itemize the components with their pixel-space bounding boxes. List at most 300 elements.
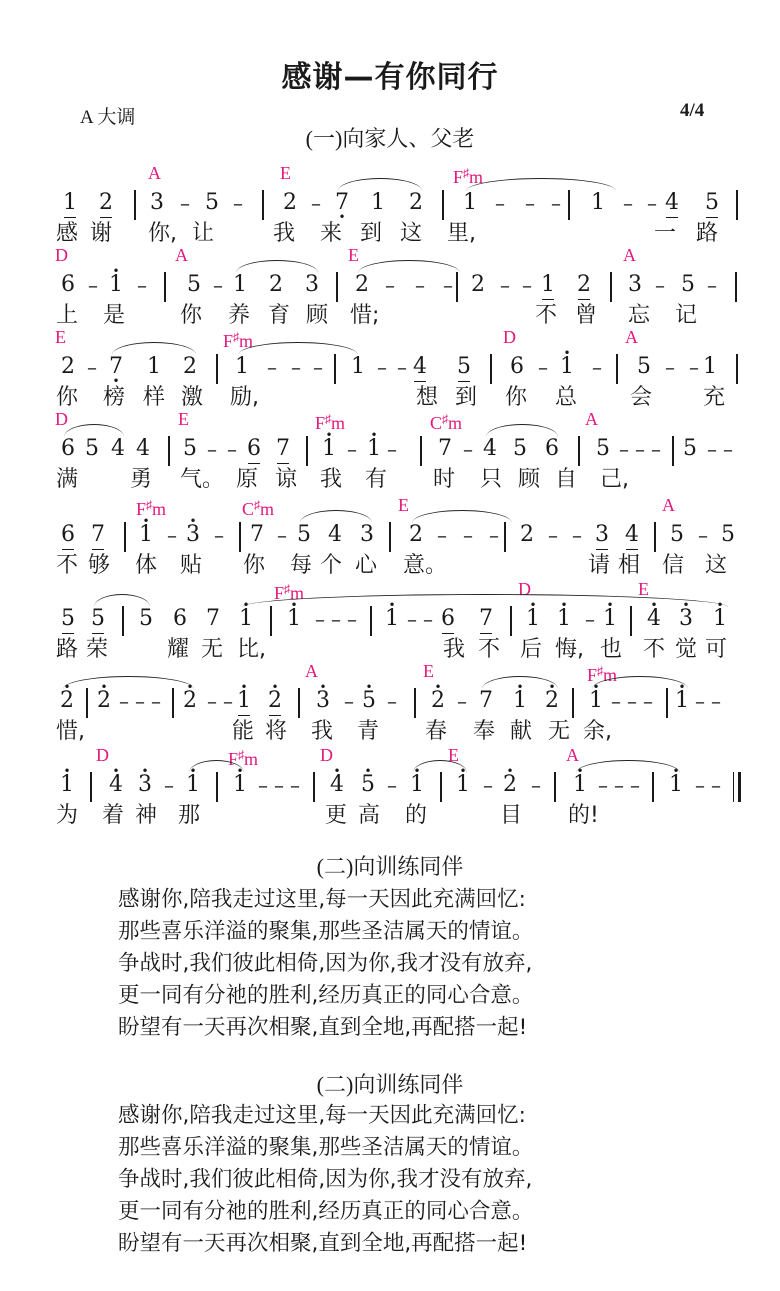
note: • 7 [334, 188, 350, 218]
note: • 1 [674, 686, 690, 716]
verse-line: 争战时,我们彼此相倚,因为你,我才没有放弃, [118, 951, 533, 976]
note: 1 [371, 190, 385, 215]
chord-symbol: D [55, 245, 68, 265]
note: • 1 [384, 604, 400, 634]
lyric-syllable: 余, [583, 719, 612, 744]
note: 4 [664, 188, 680, 218]
lyric-syllable: 觉 [675, 637, 698, 662]
lyric-syllable: 可 [705, 637, 728, 662]
lyric-syllable: 耀 [167, 637, 190, 662]
lyric-syllable: 的! [568, 803, 599, 828]
lyric-syllable: 惜; [350, 303, 380, 328]
note-extension-dash: – [548, 523, 558, 547]
barline [336, 272, 338, 302]
note: • 5 [360, 770, 376, 800]
lyric-syllable: 路 [56, 637, 79, 662]
barline [262, 190, 264, 220]
lyric-syllable: 目 [500, 803, 523, 828]
chord-symbol: D [55, 409, 68, 429]
lyric-syllable: 原 [236, 467, 259, 492]
note: • 1 [59, 770, 75, 800]
note: 3 [594, 520, 610, 550]
chord-symbol: A [148, 163, 161, 183]
notes-row [0, 270, 780, 302]
note-extension-dash: – [407, 607, 417, 631]
note: • 1 [232, 770, 248, 800]
note: 2 [98, 188, 114, 218]
lyric-syllable: 有 [365, 467, 388, 492]
barline [420, 436, 422, 466]
note: • 1 [512, 686, 528, 716]
lyric-syllable: 更 [325, 803, 348, 828]
note: 2 [471, 272, 485, 297]
barline [510, 606, 512, 636]
note-extension-dash: – [630, 773, 640, 797]
lyric-syllable: 育 [268, 303, 291, 328]
note: • 1 [525, 604, 541, 634]
final-barline [733, 772, 741, 802]
score-system [0, 578, 780, 662]
note: • 5 [361, 686, 377, 716]
lyric-syllable: 谅 [275, 467, 298, 492]
note: 5 [704, 188, 720, 218]
chord-symbol: D [320, 745, 333, 765]
barline [389, 522, 391, 552]
note-extension-dash: – [651, 437, 661, 461]
score-system [0, 244, 780, 328]
note-extension-dash: – [531, 773, 541, 797]
barline [616, 354, 618, 384]
chord-symbol: C♯m [242, 498, 275, 519]
note: 5 [297, 522, 311, 547]
note-extension-dash: – [164, 773, 174, 797]
note-extension-dash: – [87, 355, 97, 379]
lyric-syllable: 你 [505, 385, 528, 410]
note: • 4 [646, 604, 662, 634]
note-extension-dash: – [135, 689, 145, 713]
notes-row [0, 520, 780, 552]
note-extension-dash: – [463, 523, 473, 547]
note-extension-dash: – [443, 273, 453, 297]
barline [239, 522, 241, 552]
note: • 1 [286, 604, 302, 634]
note: 6 [440, 604, 456, 634]
score-system [0, 494, 780, 578]
chord-symbol: D [503, 327, 516, 347]
note: • 1 [138, 520, 154, 550]
note-extension-dash: – [290, 773, 300, 797]
lyric-syllable: 激 [181, 385, 204, 410]
note: 1 [463, 190, 477, 215]
note: 5 [90, 604, 106, 634]
lyric-syllable: 时 [433, 467, 456, 492]
lyric-syllable: 着 [102, 803, 125, 828]
note-extension-dash: – [655, 273, 665, 297]
barline [490, 354, 492, 384]
note: • 1 [409, 770, 425, 800]
note: 2 [576, 270, 592, 300]
lyric-syllable: 我 [443, 637, 466, 662]
note: • 1 [321, 434, 337, 464]
barline [736, 354, 738, 384]
note: • 1 [712, 604, 728, 634]
note-extension-dash: – [415, 273, 425, 297]
lyric-syllable: 谢 [90, 221, 113, 246]
chord-symbol: A [305, 661, 318, 681]
verse-3-lines [118, 1100, 678, 1260]
lyric-syllable: 无 [201, 637, 224, 662]
note-extension-dash: – [313, 355, 323, 379]
note: • 1 [588, 686, 604, 716]
lyric-syllable: 曾 [575, 303, 598, 328]
note-extension-dash: – [137, 273, 147, 297]
note: 5 [513, 436, 527, 461]
lyric-syllable: 为 [56, 803, 79, 828]
note: 5 [60, 604, 76, 634]
lyric-syllable: 不 [535, 303, 558, 328]
lyric-syllable: 满 [56, 467, 79, 492]
barline [654, 522, 656, 552]
barline [313, 772, 315, 802]
chord-symbol: E [423, 661, 434, 681]
note: • 1 [668, 770, 684, 800]
score-system [0, 408, 780, 492]
note-extension-dash: – [119, 689, 129, 713]
note-extension-dash: – [495, 191, 505, 215]
lyric-syllable: 气。 [180, 467, 225, 492]
note-extension-dash: – [723, 437, 733, 461]
barline [334, 354, 336, 384]
note-extension-dash: – [387, 773, 397, 797]
note-extension-dash: – [151, 689, 161, 713]
lyric-syllable: 信 [662, 553, 685, 578]
lyric-syllable: 心 [355, 553, 378, 578]
barline [172, 688, 174, 718]
note-extension-dash: – [331, 607, 341, 631]
verse-line: 那些喜乐洋溢的聚集,那些圣洁属天的情谊。 [118, 919, 534, 944]
chord-symbol: A [566, 745, 579, 765]
verse-line: 更一同有分祂的胜利,经历真正的同心合意。 [118, 983, 534, 1008]
note-extension-dash: – [277, 523, 287, 547]
note: 7 [438, 436, 452, 461]
note-extension-dash: – [643, 689, 653, 713]
notes-row [0, 434, 780, 466]
lyric-syllable: 来 [320, 221, 343, 246]
lyric-syllable: 路 [696, 221, 719, 246]
chord-symbol: E [55, 327, 66, 347]
barline [298, 688, 300, 718]
note: 6 [61, 436, 75, 461]
note: • 1 [556, 604, 572, 634]
verse-line: 那些喜乐洋溢的聚集,那些圣洁属天的情谊。 [118, 1135, 534, 1160]
lyric-syllable: 每 [290, 553, 313, 578]
lyric-syllable: 我 [311, 719, 334, 744]
note: 5 [205, 190, 219, 215]
lyric-syllable: 比, [237, 637, 266, 662]
note-extension-dash: – [423, 607, 433, 631]
note-extension-dash: – [315, 607, 325, 631]
note: 6 [173, 606, 187, 631]
lyric-syllable: 会 [630, 385, 653, 410]
note: 3 [305, 272, 319, 297]
verse-line: 感谢你,陪我走过这里,每一天因此充满回忆: [118, 887, 526, 912]
note-extension-dash: – [347, 437, 357, 461]
note-extension-dash: – [619, 437, 629, 461]
note-extension-dash: – [223, 689, 233, 713]
barline [572, 688, 574, 718]
note-extension-dash: – [347, 607, 357, 631]
barline [630, 606, 632, 636]
note: • 3 [678, 604, 694, 634]
note-extension-dash: – [711, 773, 721, 797]
chord-symbol: F♯m [315, 412, 346, 433]
lyric-syllable: 样 [143, 385, 166, 410]
note: • 1 [455, 770, 471, 800]
note: 5 [139, 606, 153, 631]
note: • 2 [267, 686, 283, 716]
lyric-syllable: 个 [320, 553, 343, 578]
chord-symbol: F♯m [136, 498, 167, 519]
verse-2-heading: (二)向训练同伴 [316, 854, 464, 879]
note-extension-dash: – [598, 773, 608, 797]
note-extension-dash: – [88, 273, 98, 297]
lyric-syllable: 的 [405, 803, 428, 828]
note: 5 [721, 522, 735, 547]
note-extension-dash: – [538, 355, 548, 379]
lyric-syllable: 你 [180, 303, 203, 328]
note: 7 [90, 520, 106, 550]
lyric-syllable: 后 [520, 637, 543, 662]
lyric-syllable: 忘 [628, 303, 651, 328]
lyric-syllable: 记 [675, 303, 698, 328]
note-extension-dash: – [344, 689, 354, 713]
note-extension-dash: – [213, 273, 223, 297]
note-extension-dash: – [707, 273, 717, 297]
lyric-syllable: 你, [148, 221, 177, 246]
note-extension-dash: – [180, 191, 190, 215]
barline [270, 606, 272, 636]
note: 5 [670, 522, 684, 547]
lyric-syllable: 这 [705, 553, 728, 578]
lyric-syllable: 请 [588, 553, 611, 578]
note: 4 [412, 352, 428, 382]
note: 7 [478, 604, 494, 634]
lyric-syllable: 充 [703, 385, 726, 410]
note-extension-dash: – [572, 523, 582, 547]
score-system [0, 744, 780, 828]
notes-row [0, 770, 780, 802]
chord-symbol: A [625, 327, 638, 347]
note: 4 [111, 436, 125, 461]
note: 4 [624, 520, 640, 550]
chord-symbol: A [623, 245, 636, 265]
chord-symbol: E [638, 579, 649, 599]
lyric-syllable: 想 [416, 385, 439, 410]
note: 3 [150, 190, 164, 215]
verse-line: 争战时,我们彼此相倚,因为你,我才没有放弃, [118, 1167, 533, 1192]
note-extension-dash: – [274, 773, 284, 797]
key-signature: A 大调 [80, 107, 136, 128]
lyric-syllable: 青 [357, 719, 380, 744]
lyric-syllable: 你 [243, 553, 266, 578]
note: 1 [591, 190, 605, 215]
note-extension-dash: – [614, 773, 624, 797]
verse-line: 盼望有一天再次相聚,直到全地,再配搭一起! [118, 1015, 528, 1040]
note: • 2 [502, 770, 518, 800]
barline [735, 272, 737, 302]
barline [122, 606, 124, 636]
lyric-syllable: 是 [103, 303, 126, 328]
note-extension-dash: – [647, 191, 657, 215]
note-extension-dash: – [695, 773, 705, 797]
note-extension-dash: – [698, 523, 708, 547]
barline [306, 436, 308, 466]
note: 5 [683, 436, 697, 461]
barline [164, 272, 166, 302]
lyric-syllable: 也 [600, 637, 623, 662]
chord-symbol: D [96, 745, 109, 765]
note-extension-dash: – [483, 773, 493, 797]
note: 6 [60, 520, 76, 550]
note-extension-dash: – [387, 689, 397, 713]
chord-symbol: A [585, 409, 598, 429]
lyric-syllable: 贴 [180, 553, 203, 578]
chord-symbol: F♯m [453, 166, 484, 187]
note: • 1 [572, 770, 588, 800]
note-extension-dash: – [437, 523, 447, 547]
note: 6 [61, 272, 75, 297]
score-system [0, 326, 780, 410]
note-extension-dash: – [463, 437, 473, 461]
note: 5 [681, 272, 695, 297]
note: • 2 [182, 686, 198, 716]
chord-symbol: E [398, 495, 409, 515]
lyric-syllable: 励, [230, 385, 259, 410]
lyrics-row [0, 466, 780, 496]
barline [568, 190, 570, 220]
note: 2 [183, 354, 197, 379]
score-system [0, 162, 780, 246]
note: 1 [703, 354, 717, 379]
note: 1 [351, 354, 365, 379]
chord-symbol: A [662, 495, 675, 515]
lyric-syllable: 顾 [518, 467, 541, 492]
note: 4 [136, 436, 150, 461]
chord-symbol: D [518, 579, 531, 599]
note: 5 [456, 352, 472, 382]
note: • 4 [108, 770, 124, 800]
note: • 1 [108, 270, 124, 300]
note-extension-dash: – [227, 437, 237, 461]
lyric-syllable: 无 [548, 719, 571, 744]
note: • 3 [185, 520, 201, 550]
lyric-syllable: 惜, [56, 719, 85, 744]
chord-symbol: A [175, 245, 188, 265]
barline [440, 772, 442, 802]
note: 1 [540, 270, 556, 300]
barline [414, 688, 416, 718]
note: • 1 [238, 604, 254, 634]
lyric-syllable: 春 [425, 719, 448, 744]
note: 2 [269, 272, 283, 297]
barline [456, 272, 458, 302]
note: 2 [520, 522, 534, 547]
barline [134, 190, 136, 220]
lyric-syllable: 榜 [103, 385, 126, 410]
lyric-syllable: 到 [455, 385, 478, 410]
note-extension-dash: – [695, 689, 705, 713]
note-extension-dash: – [291, 355, 301, 379]
note-extension-dash: – [551, 191, 561, 215]
lyric-syllable: 奉 [473, 719, 496, 744]
lyric-syllable: 神 [135, 803, 158, 828]
note: • 3 [315, 686, 331, 716]
chord-symbol: E [348, 245, 359, 265]
barline [216, 772, 218, 802]
note-extension-dash: – [397, 355, 407, 379]
chord-symbol: C♯m [430, 412, 463, 433]
barline [90, 772, 92, 802]
note: 1 [62, 188, 78, 218]
note: 3 [360, 522, 374, 547]
lyric-syllable: 献 [510, 719, 533, 744]
lyric-syllable: 高 [358, 803, 381, 828]
notes-row [0, 352, 780, 384]
note: 6 [510, 354, 524, 379]
lyric-syllable: 勇 [130, 467, 153, 492]
note-extension-dash: – [525, 191, 535, 215]
note-extension-dash: – [611, 689, 621, 713]
note: 5 [187, 272, 201, 297]
verse-line: 感谢你,陪我走过这里,每一天因此充满回忆: [118, 1103, 526, 1128]
lyric-syllable: 我 [273, 221, 296, 246]
chord-symbol: E [178, 409, 189, 429]
lyric-syllable: 总 [555, 385, 578, 410]
note: 5 [596, 436, 610, 461]
chord-symbol: E [448, 745, 459, 765]
note-extension-dash: – [707, 437, 717, 461]
lyric-syllable: 不 [56, 553, 79, 578]
note-extension-dash: – [500, 273, 510, 297]
barline [578, 436, 580, 466]
note: • 1 [366, 434, 382, 464]
note: 5 [85, 436, 99, 461]
barline [442, 190, 444, 220]
note-extension-dash: – [665, 355, 675, 379]
note: 2 [283, 190, 297, 215]
note: 4 [483, 436, 497, 461]
note-extension-dash: – [623, 191, 633, 215]
note-extension-dash: – [711, 689, 721, 713]
note: 7 [275, 434, 291, 464]
note: 1 [147, 354, 161, 379]
note-extension-dash: – [457, 689, 467, 713]
note-extension-dash: – [207, 689, 217, 713]
note: • 1 [185, 770, 201, 800]
lyric-syllable: 养 [228, 303, 251, 328]
lyric-syllable: 这 [400, 221, 423, 246]
note: 6 [246, 434, 262, 464]
note: • 7 [108, 352, 124, 382]
lyric-syllable: 顾 [306, 303, 329, 328]
notes-row [0, 686, 780, 718]
note-extension-dash: – [233, 191, 243, 215]
note: 7 [479, 688, 493, 713]
lyric-syllable: 里, [447, 221, 476, 246]
lyric-syllable: 不 [643, 637, 666, 662]
note-extension-dash: – [522, 273, 532, 297]
note-extension-dash: – [167, 523, 177, 547]
